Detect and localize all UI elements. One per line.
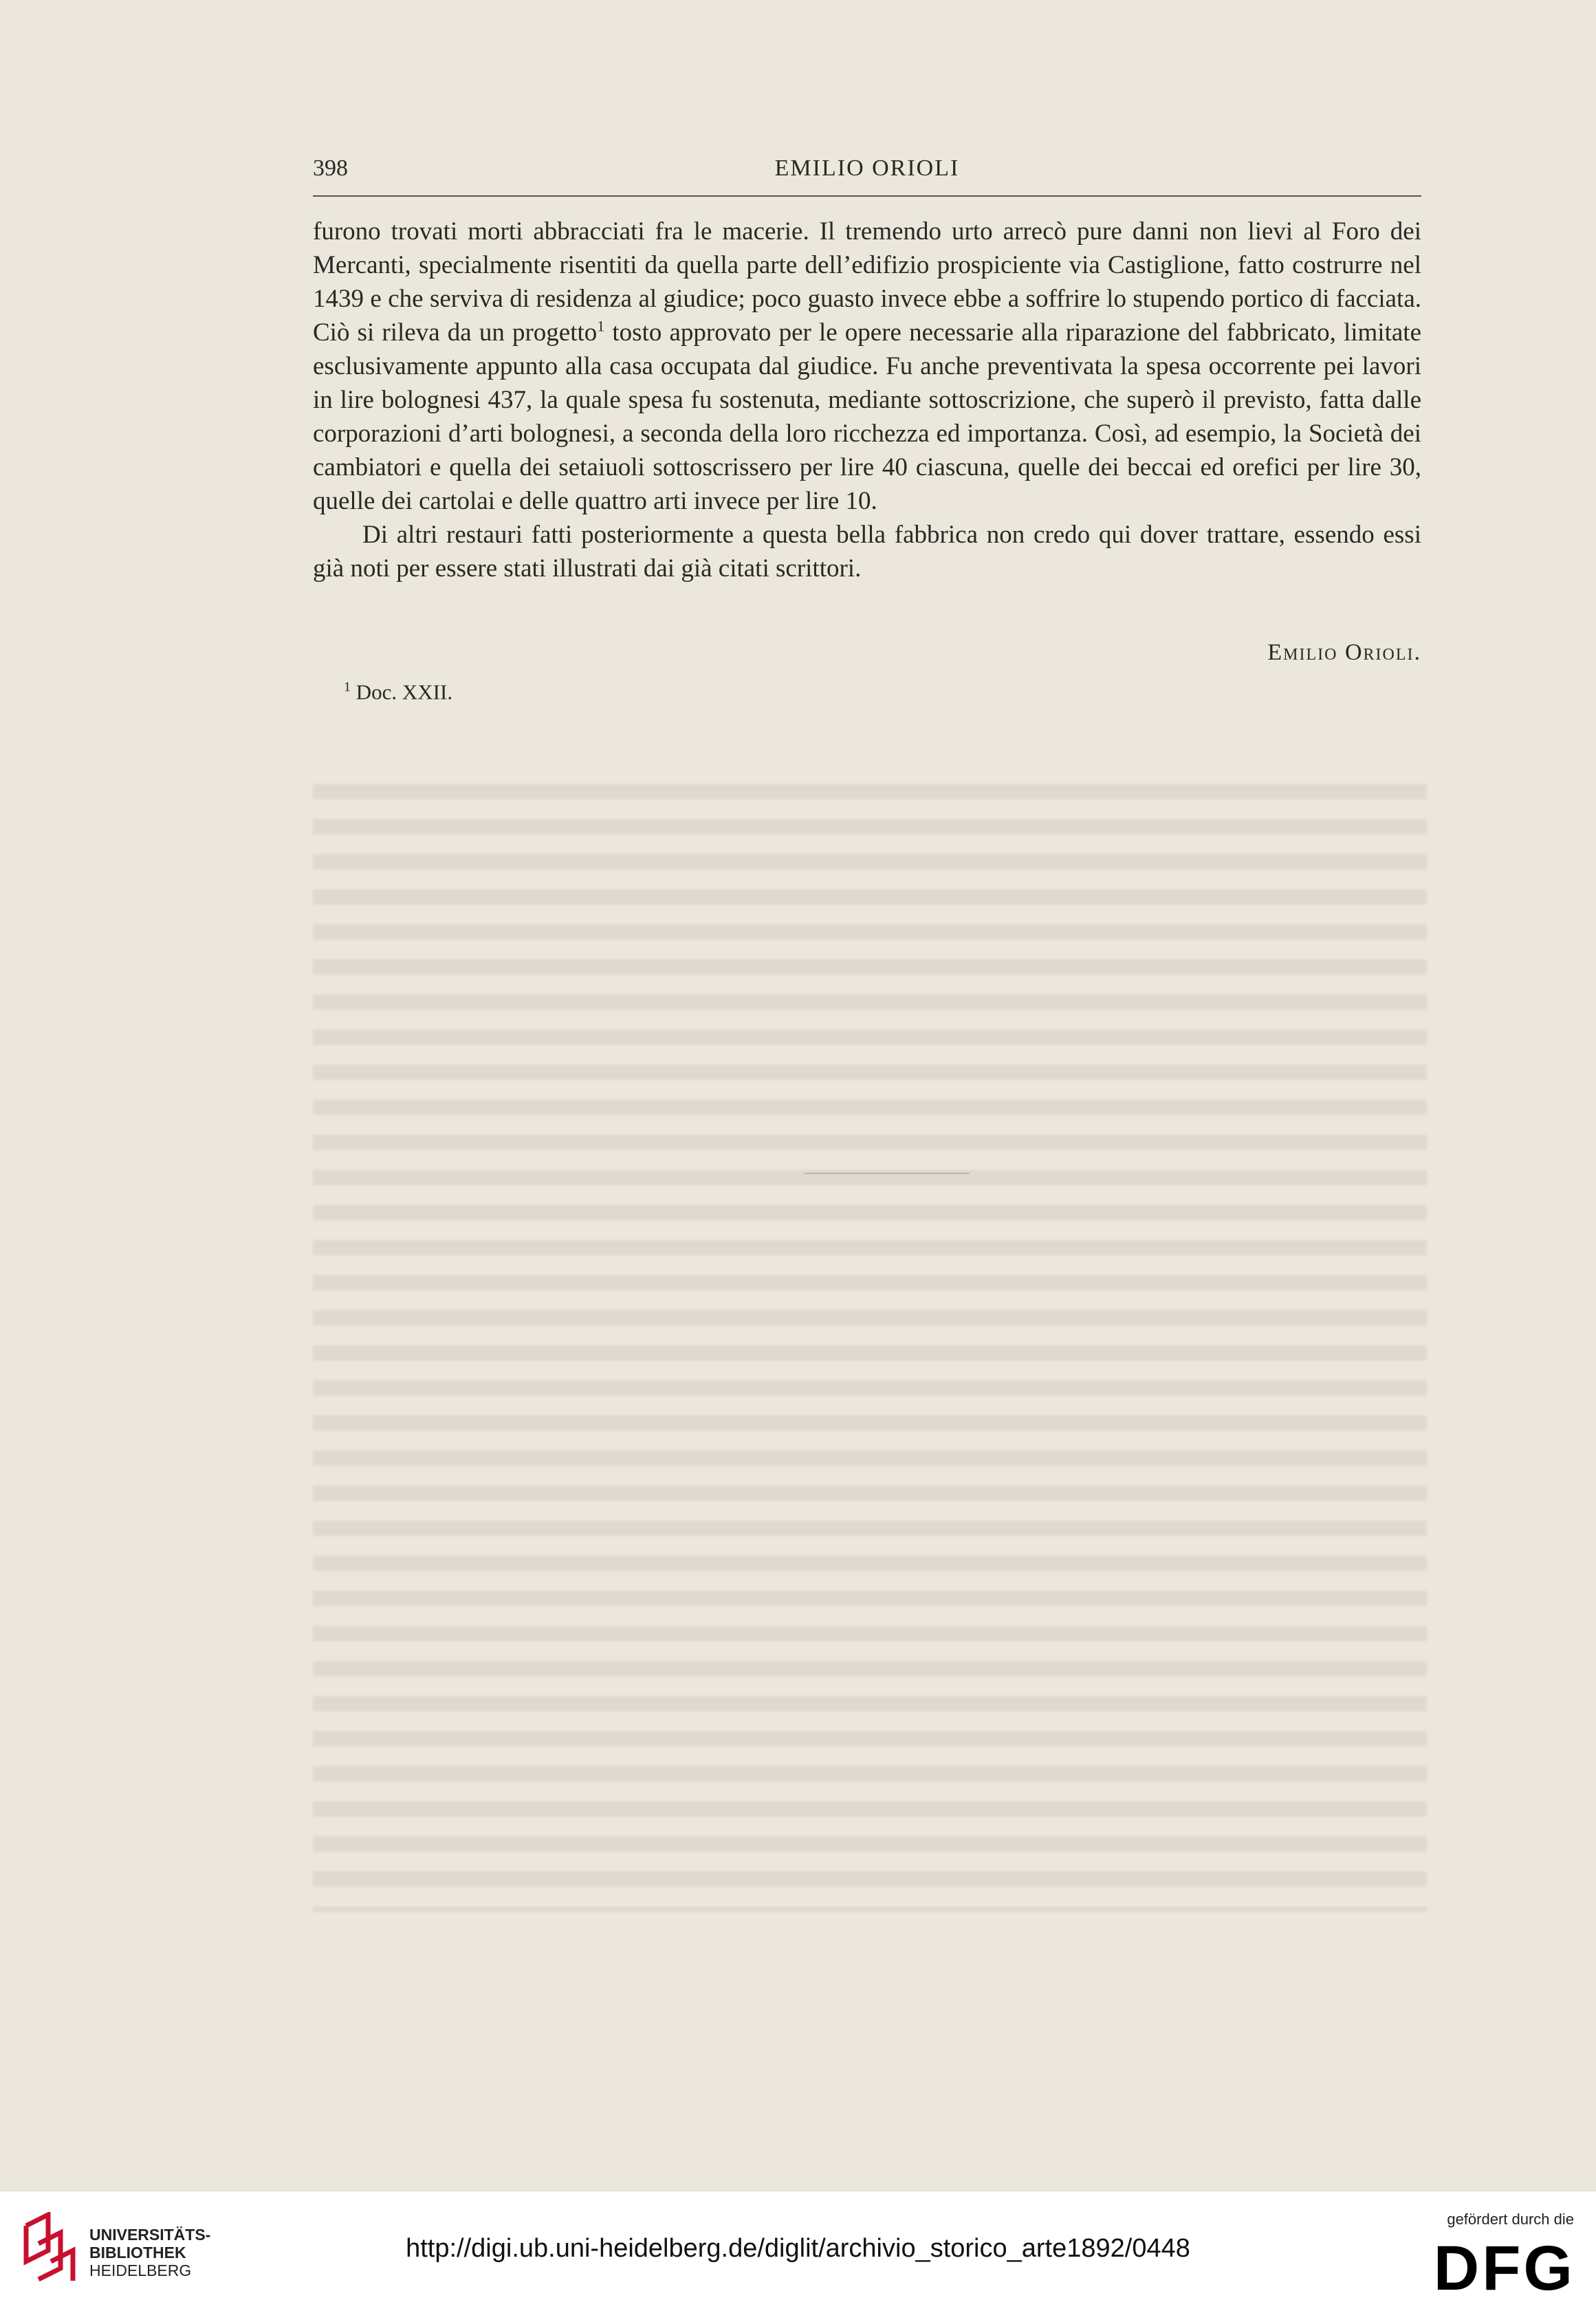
- dfg-logo: DFG: [1433, 2233, 1575, 2303]
- funded-by-label: gefördert durch die: [1447, 2211, 1574, 2228]
- paragraph-1: [313, 215, 1421, 518]
- footnote-mark: 1: [344, 680, 351, 695]
- permalink-url[interactable]: http://digi.ub.uni-heidelberg.de/diglit/archivio_storico_arte1892/0448: [406, 2234, 1190, 2263]
- header-rule: [313, 195, 1421, 197]
- viewer-footer: [0, 2191, 1596, 2311]
- paragraph-1-part-a: furono trovati morti abbracciati fra le macerie. Il tremendo urto arrecò pure danni non lievi al Foro dei Mercanti, specialmente risentiti da quella parte dell’edifizio prospiciente via Castiglione, fatto costrurre nel 1439 e che serviva di residenza al giudice; poco guasto invece ebbe a soffrire lo stupendo portico di facciata. Ciò si rileva da un progetto: [313, 217, 1421, 347]
- paragraph-1-part-b: tosto approvato per le opere necessarie alla riparazione del fabbricato, limitate esclusivamente appunto alla casa occupata dal giudice. Fu anche preventivata la spesa occorrente pei lavori in lire bolognesi 437, la quale spesa fu sostenuta, mediante sottoscrizione, che superò il previsto, fatta dalle corporazioni d’arti bolognesi, a seconda della loro ricchezza ed importanza. Così, ad esempio, la Società dei cambiatori e quella dei setaiuoli sottoscrissero per lire 40 ciascuna, quelle dei beccai ed orefici per lire 30, quelle dei cartolai e delle quattro arti invece per lire 10.: [313, 318, 1421, 515]
- library-line-3: HEIDELBERG: [89, 2261, 192, 2279]
- footnote: [344, 680, 452, 704]
- show-through-texture: [313, 784, 1427, 1912]
- library-line-1: UNIVERSITÄTS-: [89, 2226, 211, 2244]
- bleed-rule: [805, 1173, 970, 1174]
- footnote-text: Doc. XXII.: [351, 680, 453, 704]
- library-line-2: BIBLIOTHEK: [89, 2244, 186, 2261]
- page-number: 398: [313, 155, 348, 181]
- footnote-reference: 1: [597, 317, 605, 335]
- running-header: [313, 150, 1421, 186]
- body-text: [313, 215, 1421, 585]
- running-title: EMILIO ORIOLI: [774, 155, 960, 181]
- author-signature: Emilio Orioli.: [1267, 640, 1421, 665]
- paragraph-2: Di altri restauri fatti posteriormente a questa bella fabbrica non credo qui dover trattare, essendo essi già noti per essere stati illustrati dai già citati scrittori.: [313, 521, 1421, 583]
